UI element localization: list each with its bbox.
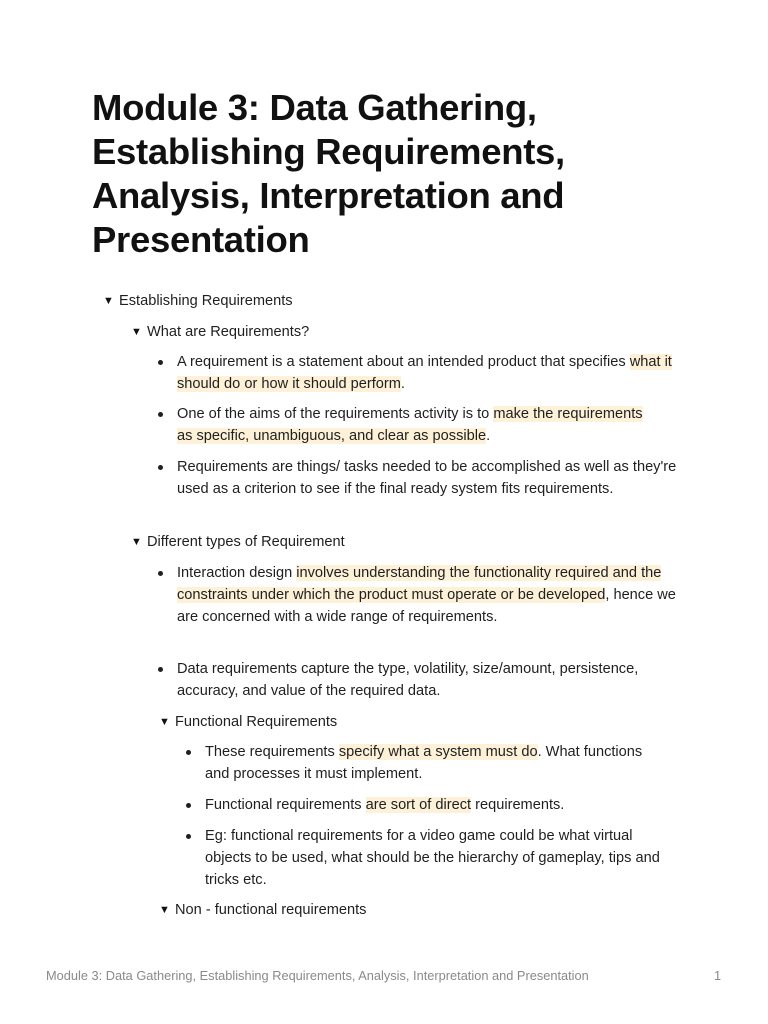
highlighted-text: specify what a system must do [338,744,538,760]
bullet-dot-icon [186,803,191,808]
page-title: Module 3: Data Gathering, Establishing Requirements, Analysis, Interpretation and Presentation [92,87,565,260]
bullet-dot-icon [158,667,163,672]
highlighted-text: make the requirements as specific, unambiguous, and clear as possible [177,406,643,444]
list-item: One of the aims of the requirements activity is to make the requirements as specific, unambiguous, and clear as possible. [177,403,645,447]
triangle-down-icon[interactable]: ▼ [159,716,170,728]
bullet-dot-icon [158,571,163,576]
bullet-dot-icon [186,834,191,839]
list-item: Interaction design involves understanding the functionality required and the constraints under which the product must operate or be developed, hence we are concerned with a wide range of requirements. [177,562,680,628]
toggle-label: Establishing Requirements [119,293,293,309]
toggle-different-types[interactable] [131,532,345,552]
triangle-down-icon[interactable]: ▼ [103,295,114,307]
list-item: Eg: functional requirements for a video game could be what virtual objects to be used, what should be the hierarchy of gameplay, tips and tricks etc. [205,825,663,891]
toggle-establishing-requirements[interactable] [103,291,293,311]
toggle-what-are-requirements[interactable] [131,322,309,342]
bullet-dot-icon [158,412,163,417]
toggle-label: Different types of Requirement [147,534,345,550]
bullet-dot-icon [158,360,163,365]
bullet-dot-icon [186,750,191,755]
highlighted-text: involves understanding the functionality required and the constraints under which the product must operate or be developed [177,565,662,603]
list-item: Requirements are things/ tasks needed to be accomplished as well as they're used as a criterion to see if the final ready system fits requirements. [177,456,677,500]
highlighted-text: what it should do or how it should perform [177,354,672,392]
triangle-down-icon[interactable]: ▼ [131,536,142,548]
toggle-label: Functional Requirements [175,714,338,730]
toggle-label: What are Requirements? [147,324,310,340]
triangle-down-icon[interactable]: ▼ [159,904,170,916]
list-item: Data requirements capture the type, volatility, size/amount, persistence, accuracy, and value of the required data. [177,658,647,702]
list-item: Functional requirements are sort of direct requirements. [205,794,675,816]
highlighted-text: are sort of direct [365,797,472,813]
bullet-dot-icon [158,465,163,470]
page-number: 1 [714,968,722,983]
toggle-non-functional-requirements[interactable] [159,900,366,920]
toggle-functional-requirements[interactable] [159,712,337,732]
footer-title: Module 3: Data Gathering, Establishing Requirements, Analysis, Interpretation and Presentation [46,968,589,983]
triangle-down-icon[interactable]: ▼ [131,326,142,338]
toggle-label: Non - functional requirements [175,902,367,918]
list-item: These requirements specify what a system must do. What functions and processes it must implement. [205,741,645,785]
list-item: A requirement is a statement about an intended product that specifies what it should do or how it should perform. [177,351,677,395]
